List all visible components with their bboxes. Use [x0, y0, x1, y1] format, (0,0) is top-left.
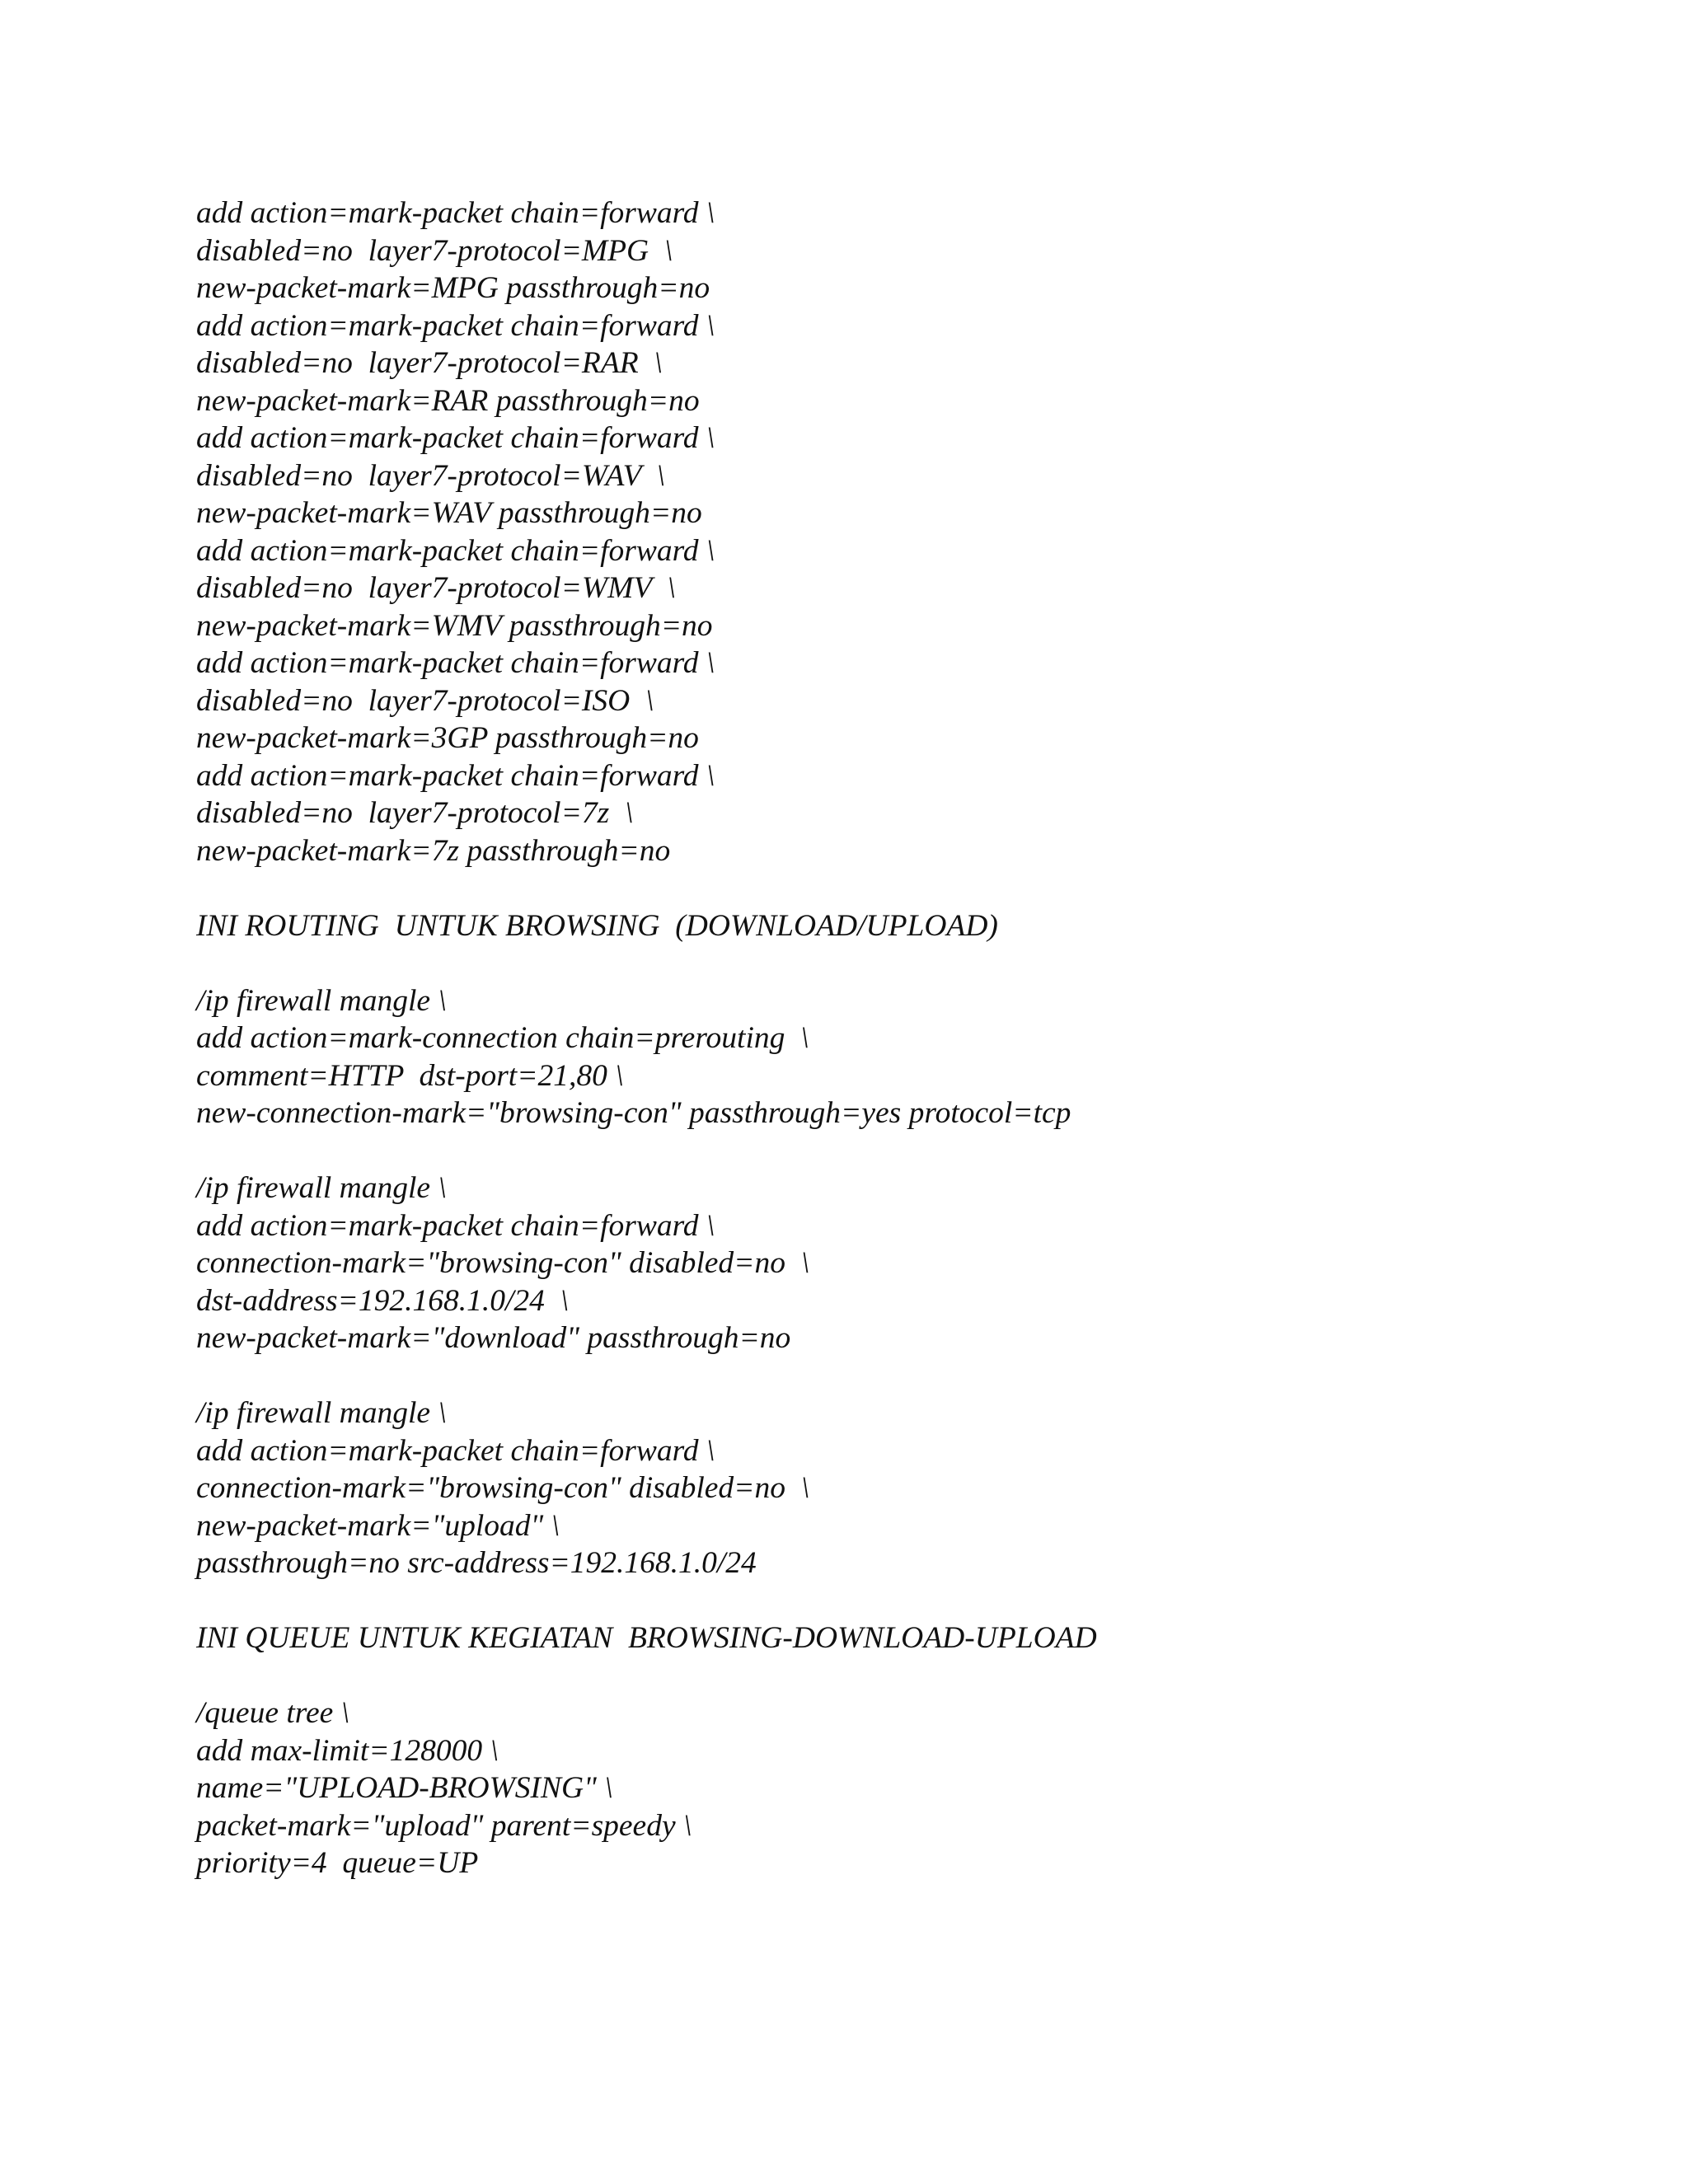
code-line: add action=mark-packet chain=forward \	[196, 421, 715, 455]
code-line: connection-mark="browsing-con" disabled=no \	[196, 1246, 810, 1280]
code-line: add action=mark-packet chain=forward \	[196, 196, 715, 230]
code-line: disabled=no layer7-protocol=RAR \	[196, 346, 663, 380]
code-line: add action=mark-packet chain=forward \	[196, 646, 715, 680]
code-line: new-packet-mark="download" passthrough=no	[196, 1321, 791, 1355]
code-line: /queue tree \	[196, 1696, 350, 1730]
code-line: new-connection-mark="browsing-con" passthrough=yes protocol=tcp	[196, 1096, 1071, 1130]
code-line: disabled=no layer7-protocol=7z \	[196, 796, 634, 830]
code-line: name="UPLOAD-BROWSING" \	[196, 1771, 613, 1805]
blank-line	[196, 869, 1597, 907]
blank-line	[196, 1132, 1597, 1170]
code-line: connection-mark="browsing-con" disabled=no \	[196, 1471, 810, 1505]
code-line: disabled=no layer7-protocol=ISO \	[196, 683, 654, 718]
blank-line	[196, 1582, 1597, 1620]
code-line: new-packet-mark="upload" \	[196, 1508, 560, 1543]
code-line: add max-limit=128000 \	[196, 1733, 499, 1768]
blank-line	[196, 1357, 1597, 1395]
code-line: new-packet-mark=WMV passthrough=no	[196, 608, 713, 643]
code-line: new-packet-mark=WAV passthrough=no	[196, 496, 702, 530]
code-line: add action=mark-packet chain=forward \	[196, 533, 715, 568]
code-line: /ip firewall mangle \	[196, 1171, 447, 1205]
code-line: add action=mark-packet chain=forward \	[196, 758, 715, 793]
code-line: passthrough=no src-address=192.168.1.0/24	[196, 1546, 757, 1580]
code-line: /ip firewall mangle \	[196, 983, 447, 1018]
code-line: add action=mark-packet chain=forward \	[196, 1208, 715, 1243]
code-line: new-packet-mark=7z passthrough=no	[196, 833, 671, 868]
code-line: add action=mark-connection chain=prerouting \	[196, 1021, 809, 1055]
code-line: add action=mark-packet chain=forward \	[196, 308, 715, 343]
document-body	[196, 194, 1597, 1882]
code-line: new-packet-mark=RAR passthrough=no	[196, 383, 700, 418]
blank-line	[196, 1657, 1597, 1695]
section-heading-queue: INI QUEUE UNTUK KEGIATAN BROWSING-DOWNLOAD-UPLOAD	[196, 1621, 1097, 1655]
code-line: add action=mark-packet chain=forward \	[196, 1433, 715, 1468]
blank-line	[196, 944, 1597, 982]
code-line: priority=4 queue=UP	[196, 1846, 479, 1880]
code-line: new-packet-mark=3GP passthrough=no	[196, 721, 699, 755]
code-line: /ip firewall mangle \	[196, 1396, 447, 1430]
code-line: comment=HTTP dst-port=21,80 \	[196, 1058, 624, 1093]
code-line: packet-mark="upload" parent=speedy \	[196, 1808, 692, 1843]
code-line: dst-address=192.168.1.0/24 \	[196, 1283, 570, 1318]
code-line: disabled=no layer7-protocol=WMV \	[196, 571, 676, 605]
code-line: disabled=no layer7-protocol=MPG \	[196, 233, 673, 268]
section-heading-routing: INI ROUTING UNTUK BROWSING (DOWNLOAD/UPLOAD)	[196, 908, 998, 943]
code-line: new-packet-mark=MPG passthrough=no	[196, 271, 710, 305]
code-line: disabled=no layer7-protocol=WAV \	[196, 458, 665, 493]
